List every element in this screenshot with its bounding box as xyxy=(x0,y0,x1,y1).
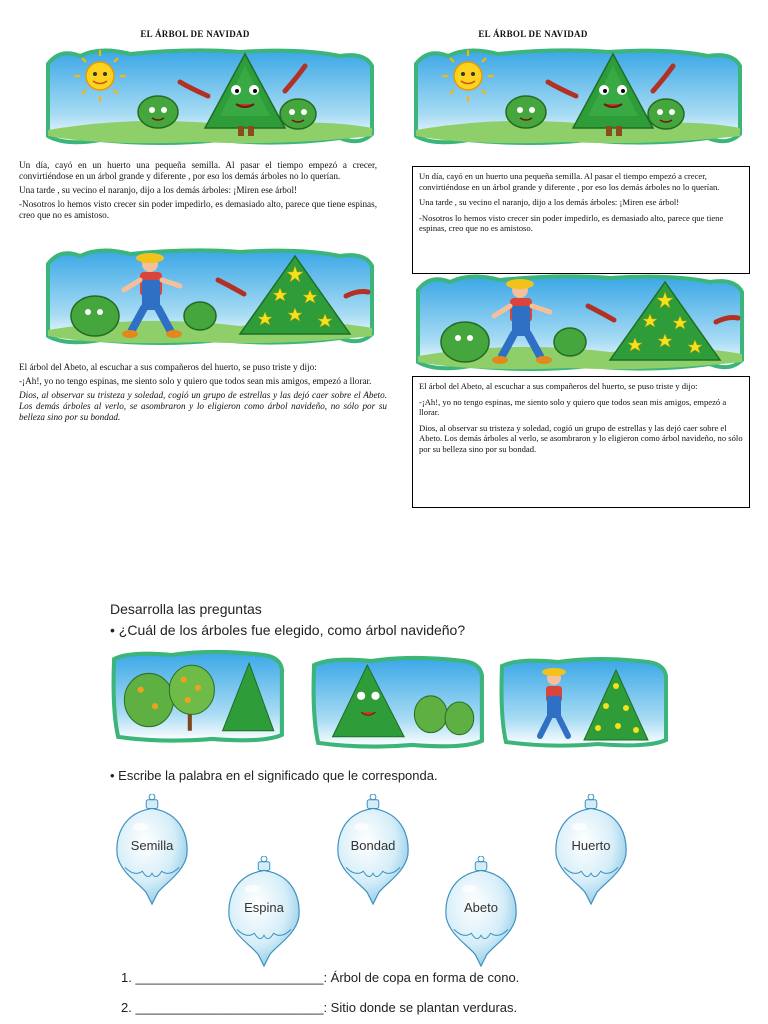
questions-heading: Desarrolla las preguntas xyxy=(110,601,262,617)
option-picture-tree[interactable] xyxy=(310,654,486,754)
definition-text: : Sitio donde se plantan verduras. xyxy=(323,1000,518,1015)
ornament-label: Bondad xyxy=(350,838,396,853)
right-paragraph-3: -Nosotros lo hemos visto crecer sin poder impedirlo, es demasiado alto, parece que tiene espinas, creo que no es amistoso. xyxy=(419,212,724,233)
definition-blank[interactable]: __________________________ xyxy=(135,970,324,985)
right-paragraph-2: Una tarde , su vecino el naranjo, dijo a los demás árboles: ¡Miren ese árbol! xyxy=(419,197,680,207)
ornament-semilla xyxy=(112,794,192,904)
left-paragraph-4: El árbol del Abeto, al escuchar a sus compañeros del huerto, se puso triste y dijo: xyxy=(19,362,317,372)
right-story-box-bottom xyxy=(412,376,750,508)
ornament-espina xyxy=(224,856,304,966)
right-banner-sun-tree xyxy=(408,46,748,150)
right-paragraph-5: -¡Ah!, yo no tengo espinas, me siento solo y quiero que todos sean mis amigos, empezó a llorar. xyxy=(419,396,727,417)
definition-number: 2. xyxy=(121,1000,132,1015)
right-story-box-top xyxy=(412,166,750,274)
right-paragraph-6: Dios, al observar su tristeza y soledad, cogió un grupo de estrellas y las dejó caer sobre el Abeto. Los demás árboles al verlo, se asombraron y lo eligieron como árbol navideño, no sólo por su belleza sino por su bondad. xyxy=(419,422,743,454)
right-banner-farmer-tree xyxy=(410,272,750,376)
left-banner-farmer-tree xyxy=(40,246,380,350)
right-title: EL ÁRBOL DE NAVIDAD xyxy=(478,29,588,39)
definition-2 xyxy=(121,1000,517,1015)
right-paragraph-4: El árbol del Abeto, al escuchar a sus compañeros del huerto, se puso triste y dijo: xyxy=(419,381,698,391)
left-title: EL ÁRBOL DE NAVIDAD xyxy=(140,29,250,39)
left-paragraph-6: Dios, al observar su tristeza y soledad, cogió un grupo de estrellas y las dejó caer sobre el Abeto. Los demás árboles al verlo, se asombraron y lo eligieron como árbol navideño, no sólo por su belleza sino por su bondad. xyxy=(19,390,387,422)
left-story-top xyxy=(19,160,377,224)
ornament-huerto xyxy=(551,794,631,904)
left-paragraph-3: -Nosotros lo hemos visto crecer sin poder impedirlo, es demasiado alto, parece que tiene espinas, creo que no es amistoso. xyxy=(19,199,377,220)
ornament-label: Abeto xyxy=(464,900,498,915)
definition-1 xyxy=(121,970,519,985)
ornament-bondad xyxy=(333,794,413,904)
right-paragraph-1: Un día, cayó en un huerto una pequeña semilla. Al pasar el tiempo empezó a crecer, convirtiéndose en un árbol grande y diferente , por eso los demás árboles no lo querían. xyxy=(419,171,720,192)
ornament-label: Huerto xyxy=(571,838,611,853)
question-2: • Escribe la palabra en el significado que le corresponda. xyxy=(110,768,438,783)
definition-text: : Árbol de copa en forma de cono. xyxy=(323,970,520,985)
ornament-abeto xyxy=(441,856,521,966)
left-story-bottom xyxy=(19,362,387,426)
left-paragraph-5: -¡Ah!, yo no tengo espinas, me siento solo y quiero que todos sean mis amigos, empezó a llorar. xyxy=(19,376,372,386)
left-paragraph-1: Un día, cayó en un huerto una pequeña semilla. Al pasar el tiempo empezó a crecer, convirtiéndose en un árbol grande y diferente , por eso los demás árboles no lo querían. xyxy=(19,160,377,181)
ornament-label: Espina xyxy=(244,900,284,915)
left-banner-sun-tree xyxy=(40,46,380,150)
definition-number: 1. xyxy=(121,970,132,985)
definition-blank[interactable]: __________________________ xyxy=(135,1000,324,1015)
left-paragraph-2: Una tarde , su vecino el naranjo, dijo a los demás árboles: ¡Miren ese árbol! xyxy=(19,185,298,195)
question-1: • ¿Cuál de los árboles fue elegido, como árbol navideño? xyxy=(110,622,466,638)
ornament-label: Semilla xyxy=(130,838,174,853)
option-picture-farmer[interactable] xyxy=(498,654,670,754)
option-picture-bushes[interactable] xyxy=(110,648,286,748)
